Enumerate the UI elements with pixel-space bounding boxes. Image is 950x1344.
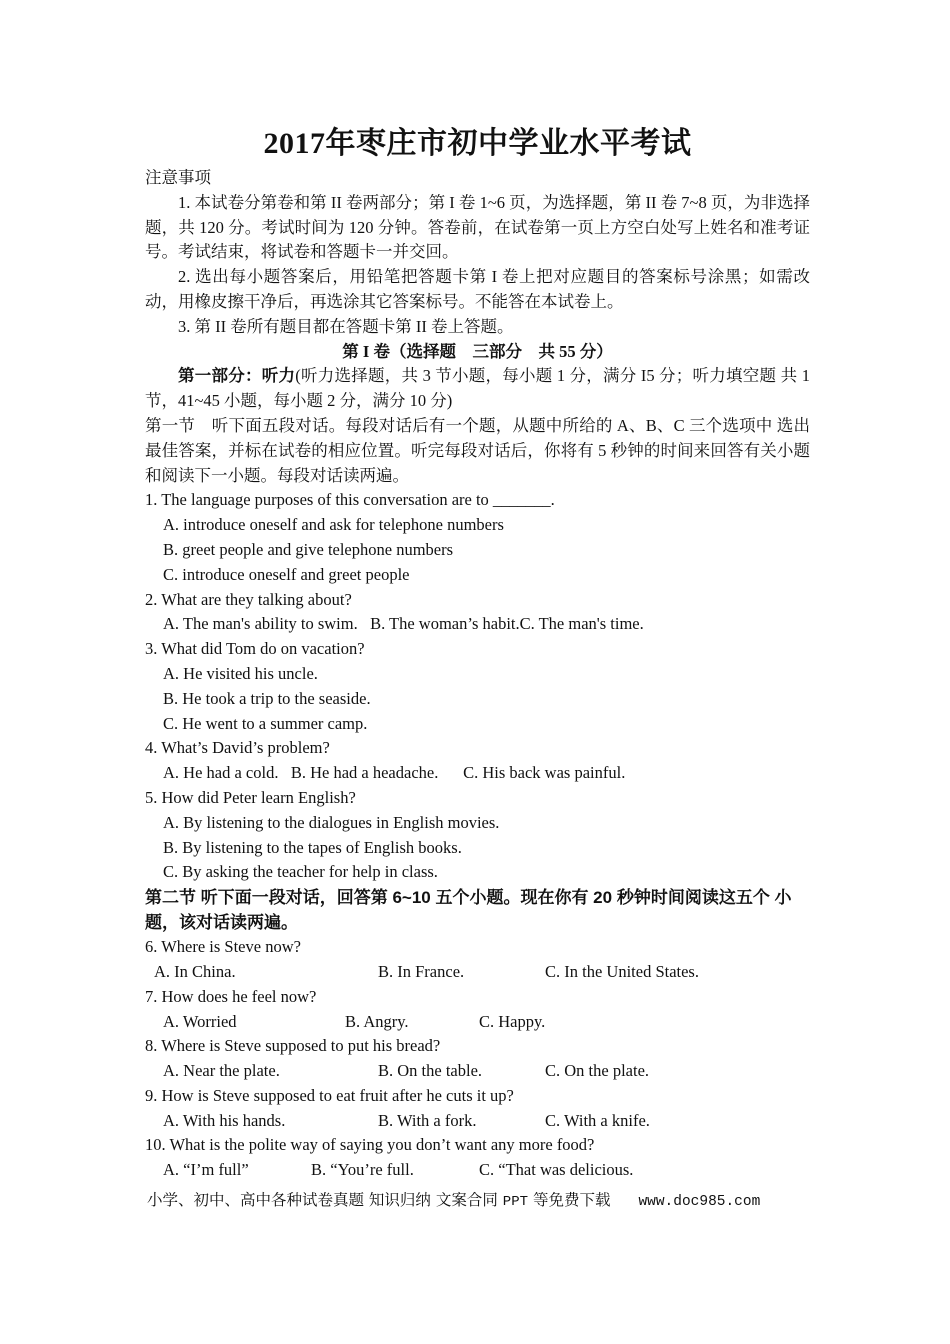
question-8-option-a: A. Near the plate. [163,1061,280,1081]
question-8-option-c: C. On the plate. [545,1061,650,1081]
footer-text-2: 等免费下载 [528,1191,611,1209]
question-9-option-b: B. With a fork. [378,1110,477,1130]
question-9-stem: 9. How is Steve supposed to eat fruit after he cuts it up? [145,1085,514,1105]
question-8-stem: 8. Where is Steve supposed to put his bread? [145,1036,441,1056]
part1-intro [145,364,810,414]
question-6-options [145,960,810,985]
question-3-option-c: C. He went to a summer camp. [163,713,368,733]
question-9-option-a: A. With his hands. [163,1110,286,1130]
question-10-stem: 10. What is the polite way of saying you don’t want any more food? [145,1135,595,1155]
question-4-stem: 4. What’s David’s problem? [145,738,330,758]
question-10-option-b: B. “You’re full. [311,1160,414,1180]
question-6-option-c: C. In the United States. [545,961,699,981]
question-8-options [145,1059,810,1084]
notice-heading: 注意事项 [145,168,211,187]
footer-url: www.doc985.com [638,1194,761,1210]
question-1-option-c: C. introduce oneself and greet people [163,564,410,584]
question-7-stem: 7. How does he feel now? [145,986,317,1006]
part1-desc: (听力选择题，共 3 节小题，每小题 1 分，满分 I5 分；听力填空题 共 1 节，41~45 小题，每小题 2 分，满分 10 分) [145,366,810,411]
section1-instructions: 第一节 听下面五段对话。每段对话后有一个题，从题中所给的 A、B、C 三个选项中 选出最佳答案，并标在试卷的相应位置。听完每段对话后，你将有 5 秒钟的时间来回答有关小题和阅读下一小题。每段对话读两遍。 [145,415,810,485]
section2-instructions: 第二节 听下面一段对话，回答第 6~10 五个小题。现在你有 20 秒钟时间阅读这五个 小题，该对话读两遍。 [145,888,792,933]
question-7-option-b: B. Angry. [345,1011,409,1031]
question-2-stem: 2. What are they talking about? [145,589,352,609]
footer-ppt: PPT [502,1194,529,1210]
notice-item-3: 3. 第 II 卷所有题目都在答题卡第 II 卷上答题。 [178,316,514,336]
question-10-option-c: C. “That was delicious. [479,1160,634,1180]
question-6-stem: 6. Where is Steve now? [145,937,301,957]
notice-item-2: 2. 选出每小题答案后，用铅笔把答题卡第 I 卷上把对应题目的答案标号涂黑；如需改动，用橡皮擦干净后，再选涂其它答案标号。不能答在本试卷上。 [145,267,810,311]
question-9-options [145,1109,810,1134]
question-1-option-a: A. introduce oneself and ask for telephone numbers [163,515,504,535]
question-7-options [145,1010,810,1035]
notice-item-1: 1. 本试卷分第卷和第 II 卷两部分；第 I 卷 1~6 页，为选择题，第 II 卷 7~8 页，为非选择题，共 120 分。考试时间为 120 分钟。答卷前，在试卷第一页上方空白处写上姓名和准考证号。考试结束，将试卷和答题卡一并交回。 [145,192,810,262]
question-9-option-c: C. With a knife. [545,1110,650,1130]
question-6-option-b: B. In France. [378,961,465,981]
question-6-option-a: A. In China. [154,961,236,981]
volume-heading: 第 I 卷（选择题 三部分 共 55 分） [342,341,613,361]
question-5-option-b: B. By listening to the tapes of English books. [163,837,462,857]
question-3-option-a: A. He visited his uncle. [163,663,318,683]
question-2-options: A. The man's ability to swim. B. The woman’s habit.C. The man's time. [163,614,644,634]
question-3-stem: 3. What did Tom do on vacation? [145,639,365,659]
question-5-option-a: A. By listening to the dialogues in English movies. [163,812,500,832]
question-5-stem: 5. How did Peter learn English? [145,787,356,807]
question-4-options: A. He had a cold. B. He had a headache. C. His back was painful. [163,763,626,783]
question-8-option-b: B. On the table. [378,1061,483,1081]
exam-page [145,122,810,1183]
question-10-option-a: A. “I’m full” [163,1160,249,1180]
question-1-option-b: B. greet people and give telephone numbers [163,539,454,559]
part1-label: 第一部分：听力 [178,366,296,386]
footer-text-1: 小学、初中、高中各种试卷真题 知识归纳 文案合同 [147,1191,503,1209]
question-10-options [145,1158,810,1183]
question-5-option-c: C. By asking the teacher for help in class. [163,862,438,882]
question-1-stem: 1. The language purposes of this conversation are to _______. [145,490,555,510]
question-3-option-b: B. He took a trip to the seaside. [163,688,371,708]
question-7-option-c: C. Happy. [479,1011,546,1031]
question-7-option-a: A. Worried [163,1011,237,1031]
page-title: 2017年枣庄市初中学业水平考试 [263,127,692,160]
download-footer [147,1188,807,1214]
